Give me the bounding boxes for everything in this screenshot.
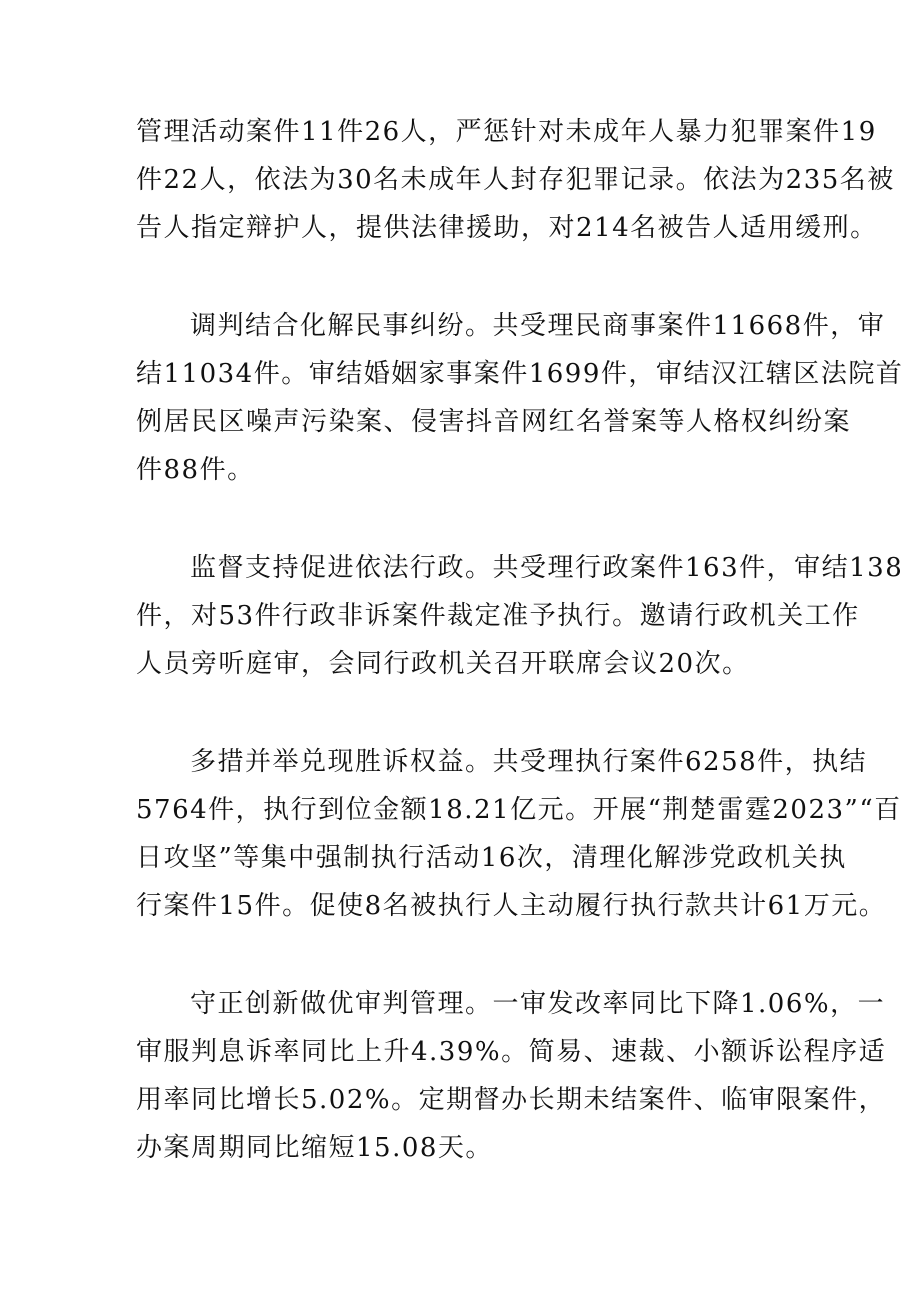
text-line: 行案件15件。促使8名被执行人主动履行执行款共计61万元。: [136, 891, 887, 921]
text-line: 审服判息诉率同比上升4.39%。简易、速裁、小额诉讼程序适: [136, 1037, 887, 1067]
paragraph-civil-disputes: [136, 302, 904, 494]
text-line: 守正创新做优审判管理。一审发改率同比下降1.06%，一: [190, 989, 886, 1019]
text-line: 件，对53件行政非诉案件裁定准予执行。邀请行政机关工作: [136, 601, 860, 631]
text-line: 办案周期同比缩短15.08天。: [136, 1133, 493, 1163]
paragraph-minors-cases: [136, 108, 895, 252]
text-line: 人员旁听庭审，会同行政机关召开联席会议20次。: [136, 649, 750, 679]
text-line: 调判结合化解民事纠纷。共受理民商事案件11668件，审: [190, 311, 886, 341]
text-line: 结11034件。审结婚姻家事案件1699件，审结汉江辖区法院首: [136, 359, 904, 389]
text-line: 例居民区噪声污染案、侵害抖音网红名誉案等人格权纠纷案: [136, 407, 852, 437]
text-line: 监督支持促进依法行政。共受理行政案件163件，审结138: [190, 553, 904, 583]
paragraph-trial-management: [136, 980, 887, 1172]
text-line: 用率同比增长5.02%。定期督办长期未结案件、临审限案件，: [136, 1085, 887, 1115]
paragraph-administrative-cases: [136, 544, 904, 688]
text-line: 件22人，依法为30名未成年人封存犯罪记录。依法为235名被: [136, 165, 895, 195]
text-line: 日攻坚”等集中强制执行活动16次，清理化解涉党政机关执: [136, 843, 847, 873]
text-line: 件88件。: [136, 455, 255, 485]
paragraph-enforcement: [136, 738, 902, 930]
text-line: 管理活动案件11件26人，严惩针对未成年人暴力犯罪案件19: [136, 117, 877, 147]
text-line: 多措并举兑现胜诉权益。共受理执行案件6258件，执结: [190, 747, 868, 777]
text-line: 告人指定辩护人，提供法律援助，对214名被告人适用缓刑。: [136, 213, 878, 243]
text-line: 5764件，执行到位金额18.21亿元。开展“荆楚雷霆2023”“百: [136, 795, 902, 825]
